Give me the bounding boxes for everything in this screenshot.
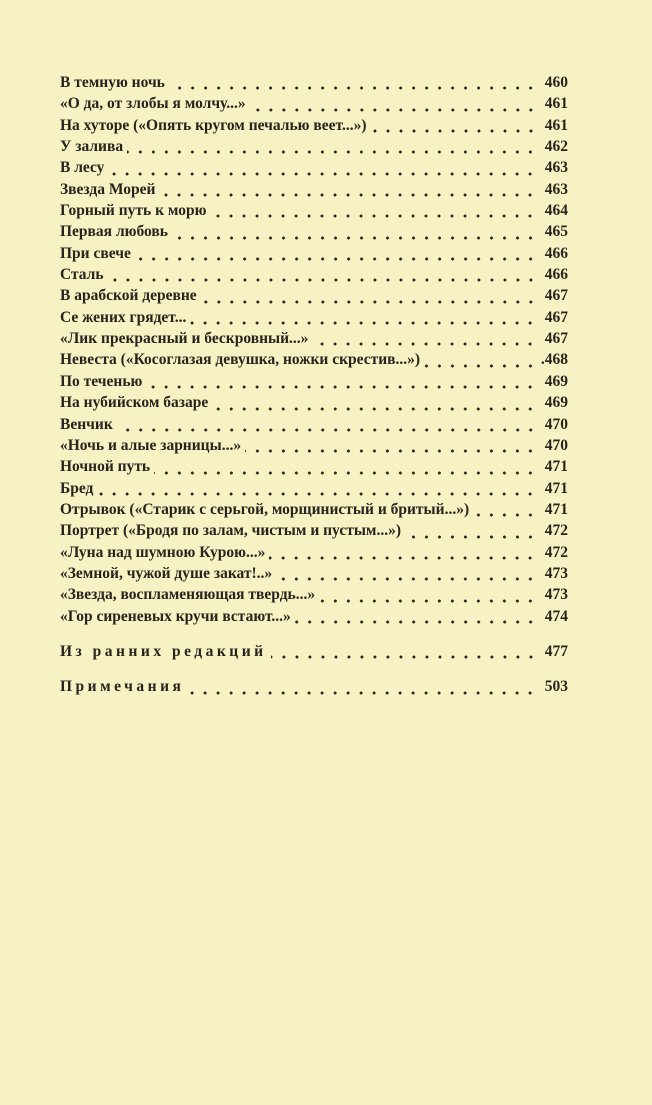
- toc-entry: [60, 373, 568, 394]
- dot-leader: [271, 655, 537, 659]
- dot-leader: [210, 214, 537, 218]
- entry-title: Примечания: [60, 678, 185, 696]
- page-number: 460: [544, 74, 568, 91]
- entry-title: Из ранних редакций: [60, 642, 267, 660]
- dot-leader: [127, 150, 537, 154]
- entry-title: «Ночь и алые зарницы...»: [60, 436, 242, 454]
- entry-title: Звезда Морей: [60, 180, 156, 198]
- page-number: 464: [544, 202, 568, 220]
- dot-leader: [97, 492, 537, 496]
- entry-title: На хуторе («Опять кругом печалью веет...»): [60, 116, 367, 134]
- entry-title: «Луна над шумною Курою...»: [60, 543, 266, 561]
- dot-leader: [473, 513, 537, 517]
- page-number: 503: [544, 678, 568, 696]
- dot-leader: [190, 321, 537, 325]
- entry-title: Сталь: [60, 266, 104, 284]
- toc-entry: [60, 159, 568, 180]
- dot-leader: [169, 86, 537, 90]
- toc-entry: [60, 330, 568, 351]
- page-number: 466: [544, 266, 568, 284]
- entry-title: Первая любовь: [60, 223, 168, 241]
- toc-section: [60, 678, 568, 699]
- toc-entry: [60, 74, 568, 95]
- dot-leader: [159, 193, 537, 197]
- page-number: 471: [544, 479, 568, 497]
- entry-title: Се жених грядет...: [60, 308, 187, 326]
- entry-title: В лесу: [60, 159, 105, 177]
- page-number: 471: [544, 458, 568, 476]
- entry-title: «Звезда, воспламеняющая твердь...»: [60, 586, 316, 604]
- page-number: 474: [544, 607, 568, 625]
- dot-leader: [269, 556, 537, 560]
- page-number: 467: [544, 308, 568, 326]
- toc-entry: [60, 522, 568, 543]
- toc-entry: [60, 138, 568, 159]
- entry-title: «Лик прекрасный и бескровный...»: [60, 330, 309, 348]
- dot-leader: [108, 278, 537, 282]
- dot-leader: [405, 535, 537, 539]
- entry-title: Горный путь к морю: [60, 202, 207, 220]
- page-number: 469: [544, 372, 568, 390]
- dot-leader: [245, 449, 537, 453]
- page-number: 461: [544, 95, 568, 113]
- page-number: .468: [540, 351, 568, 369]
- page-number: 470: [544, 436, 568, 454]
- entry-title: В арабской деревне: [60, 287, 197, 305]
- page-number: 469: [544, 394, 568, 412]
- toc-entry: [60, 437, 568, 458]
- dot-leader: [172, 236, 537, 240]
- toc-entry: [60, 544, 568, 565]
- entry-title: На нубийском базаре: [60, 394, 209, 412]
- toc-entry: [60, 202, 568, 223]
- toc-entry: [60, 181, 568, 202]
- toc-entry: [60, 565, 568, 586]
- dot-leader: [319, 599, 537, 603]
- page-number: 463: [544, 159, 568, 177]
- toc-entry: [60, 309, 568, 330]
- dot-leader: [276, 577, 537, 581]
- page-number: 463: [544, 180, 568, 198]
- entry-title: Ночной путь: [60, 458, 151, 476]
- entry-title: По теченью: [60, 372, 143, 390]
- page-number: 473: [544, 564, 568, 582]
- toc-entry: [60, 501, 568, 522]
- dot-leader: [135, 257, 537, 261]
- dot-leader: [312, 342, 537, 346]
- dot-leader: [424, 364, 537, 368]
- toc-section: [60, 643, 568, 664]
- entry-title: «О да, от злобы я молчу...»: [60, 95, 246, 113]
- dot-leader: [146, 385, 537, 389]
- toc-entry: [60, 394, 568, 415]
- toc-entry: [60, 480, 568, 501]
- page-number: 467: [544, 287, 568, 305]
- entry-title: Невеста («Косоглазая девушка, ножки скрестив...»): [60, 351, 421, 369]
- toc-entry: [60, 95, 568, 116]
- page-number: 462: [544, 138, 568, 156]
- entry-title: Портрет («Бродя по залам, чистым и пустым...»): [60, 522, 402, 540]
- toc-entry: [60, 608, 568, 629]
- dot-leader: [117, 428, 537, 432]
- toc-entry: [60, 287, 568, 308]
- dot-leader: [371, 129, 537, 133]
- page-number: 466: [544, 244, 568, 262]
- page-number: 472: [544, 522, 568, 540]
- dot-leader: [108, 172, 537, 176]
- entry-title: Отрывок («Старик с серьгой, морщинистый и бритый...»): [60, 500, 470, 518]
- toc-entry: [60, 586, 568, 607]
- entry-title: Бред: [60, 479, 94, 497]
- dot-leader: [154, 471, 537, 475]
- toc-entry: [60, 351, 568, 372]
- toc-entry: [60, 223, 568, 244]
- entry-title: В темную ночь: [60, 74, 165, 91]
- dot-leader: [212, 407, 537, 411]
- page-number: 471: [544, 500, 568, 518]
- toc-entry: [60, 416, 568, 437]
- entry-title: При свече: [60, 244, 131, 262]
- dot-leader: [250, 108, 537, 112]
- page-number: 470: [544, 415, 568, 433]
- toc-entry: [60, 458, 568, 479]
- page-number: 465: [544, 223, 568, 241]
- page-number: 477: [544, 642, 568, 660]
- toc-entry: [60, 266, 568, 287]
- dot-leader: [188, 691, 537, 695]
- entry-title: Венчик: [60, 415, 113, 433]
- entry-title: У залива: [60, 138, 124, 156]
- toc-entry: [60, 117, 568, 138]
- entry-title: «Земной, чужой душе закат!..»: [60, 564, 273, 582]
- toc-entry: [60, 245, 568, 266]
- entry-title: «Гор сиреневых кручи встают...»: [60, 607, 291, 625]
- table-of-contents: [60, 74, 568, 700]
- page-number: 472: [544, 543, 568, 561]
- dot-leader: [295, 620, 537, 624]
- page-number: 467: [544, 330, 568, 348]
- page-number: 473: [544, 586, 568, 604]
- dot-leader: [201, 300, 537, 304]
- page-number: 461: [544, 116, 568, 134]
